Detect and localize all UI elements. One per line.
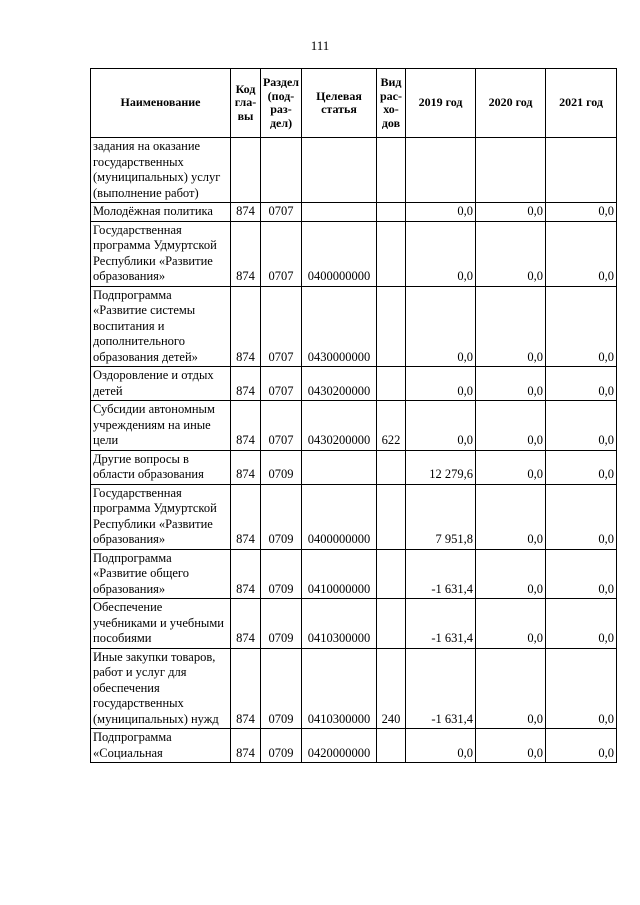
header-target: Целевая статья [302, 69, 377, 138]
cell-code: 874 [231, 286, 261, 367]
cell-code [231, 138, 261, 203]
cell-target: 0430200000 [302, 401, 377, 451]
cell-2020: 0,0 [476, 401, 546, 451]
cell-2019: 0,0 [406, 203, 476, 222]
cell-type [377, 450, 406, 484]
cell-2020: 0,0 [476, 450, 546, 484]
cell-2021: 0,0 [546, 729, 617, 763]
cell-section: 0709 [261, 599, 302, 649]
cell-section: 0709 [261, 648, 302, 729]
cell-name: Государственная программа Удмуртской Республики «Развитие образования» [91, 484, 231, 549]
cell-type [377, 203, 406, 222]
table-row [91, 484, 617, 549]
cell-type [377, 549, 406, 599]
cell-name: Молодёжная политика [91, 203, 231, 222]
cell-type [377, 367, 406, 401]
cell-2021: 0,0 [546, 203, 617, 222]
cell-target: 0410300000 [302, 599, 377, 649]
cell-type [377, 138, 406, 203]
cell-name: Иные закупки товаров, работ и услуг для обеспечения государственных (муниципальных) нужд [91, 648, 231, 729]
table-row [91, 450, 617, 484]
cell-code: 874 [231, 401, 261, 451]
cell-2021: 0,0 [546, 401, 617, 451]
cell-2019: 7 951,8 [406, 484, 476, 549]
cell-target [302, 203, 377, 222]
cell-name: Подпрограмма «Развитие общего образования» [91, 549, 231, 599]
cell-name: Другие вопросы в области образования [91, 450, 231, 484]
cell-2019: -1 631,4 [406, 648, 476, 729]
cell-2020 [476, 138, 546, 203]
budget-table [90, 68, 617, 763]
header-name: Наименование [91, 69, 231, 138]
cell-2020: 0,0 [476, 286, 546, 367]
cell-code: 874 [231, 367, 261, 401]
cell-section: 0707 [261, 221, 302, 286]
cell-2019: 0,0 [406, 221, 476, 286]
cell-2020: 0,0 [476, 729, 546, 763]
cell-type [377, 484, 406, 549]
cell-target: 0400000000 [302, 221, 377, 286]
cell-type [377, 221, 406, 286]
cell-name: Подпрограмма «Развитие системы воспитания и дополнительного образования детей» [91, 286, 231, 367]
table-row [91, 599, 617, 649]
cell-section: 0707 [261, 367, 302, 401]
cell-2021: 0,0 [546, 286, 617, 367]
cell-2020: 0,0 [476, 484, 546, 549]
cell-2021: 0,0 [546, 549, 617, 599]
cell-target [302, 450, 377, 484]
cell-code: 874 [231, 484, 261, 549]
header-2020: 2020 год [476, 69, 546, 138]
cell-target [302, 138, 377, 203]
cell-2020: 0,0 [476, 367, 546, 401]
cell-name: Субсидии автономным учреждениям на иные цели [91, 401, 231, 451]
cell-target: 0420000000 [302, 729, 377, 763]
cell-code: 874 [231, 648, 261, 729]
cell-2021: 0,0 [546, 648, 617, 729]
table-row [91, 549, 617, 599]
cell-name: Государственная программа Удмуртской Республики «Развитие образования» [91, 221, 231, 286]
cell-2021: 0,0 [546, 221, 617, 286]
table-row [91, 138, 617, 203]
cell-2020: 0,0 [476, 549, 546, 599]
cell-2019 [406, 138, 476, 203]
table-row [91, 401, 617, 451]
cell-2019: 0,0 [406, 401, 476, 451]
cell-2021: 0,0 [546, 599, 617, 649]
cell-code: 874 [231, 203, 261, 222]
cell-name: Оздоровление и отдых детей [91, 367, 231, 401]
cell-code: 874 [231, 450, 261, 484]
cell-section: 0707 [261, 203, 302, 222]
table-row [91, 367, 617, 401]
table-row [91, 203, 617, 222]
cell-2021: 0,0 [546, 484, 617, 549]
header-section: Раздел (под-раз-дел) [261, 69, 302, 138]
cell-section: 0709 [261, 729, 302, 763]
cell-2020: 0,0 [476, 648, 546, 729]
cell-2019: 0,0 [406, 367, 476, 401]
table-row [91, 648, 617, 729]
cell-section: 0709 [261, 549, 302, 599]
cell-code: 874 [231, 221, 261, 286]
cell-type: 622 [377, 401, 406, 451]
cell-code: 874 [231, 729, 261, 763]
cell-2021: 0,0 [546, 450, 617, 484]
cell-2020: 0,0 [476, 203, 546, 222]
cell-section: 0709 [261, 484, 302, 549]
cell-type [377, 286, 406, 367]
header-2019: 2019 год [406, 69, 476, 138]
cell-type [377, 729, 406, 763]
cell-2019: -1 631,4 [406, 549, 476, 599]
cell-2021: 0,0 [546, 367, 617, 401]
cell-section [261, 138, 302, 203]
table-row [91, 286, 617, 367]
header-type: Вид рас-хо-дов [377, 69, 406, 138]
cell-target: 0410000000 [302, 549, 377, 599]
cell-section: 0709 [261, 450, 302, 484]
cell-name: Подпрограмма «Социальная [91, 729, 231, 763]
cell-2020: 0,0 [476, 599, 546, 649]
cell-2019: 0,0 [406, 286, 476, 367]
cell-type [377, 599, 406, 649]
page-number: 111 [310, 38, 330, 53]
cell-target: 0400000000 [302, 484, 377, 549]
cell-2019: 0,0 [406, 729, 476, 763]
header-2021: 2021 год [546, 69, 617, 138]
cell-2020: 0,0 [476, 221, 546, 286]
table-row [91, 221, 617, 286]
cell-2019: 12 279,6 [406, 450, 476, 484]
cell-code: 874 [231, 599, 261, 649]
cell-2019: -1 631,4 [406, 599, 476, 649]
cell-target: 0430000000 [302, 286, 377, 367]
header-code: Код гла-вы [231, 69, 261, 138]
cell-target: 0430200000 [302, 367, 377, 401]
cell-section: 0707 [261, 401, 302, 451]
cell-2021 [546, 138, 617, 203]
cell-type: 240 [377, 648, 406, 729]
table-header-row [91, 69, 617, 138]
cell-section: 0707 [261, 286, 302, 367]
cell-name: задания на оказание государственных (муниципальных) услуг (выполнение работ) [91, 138, 231, 203]
cell-target: 0410300000 [302, 648, 377, 729]
cell-code: 874 [231, 549, 261, 599]
table-row [91, 729, 617, 763]
cell-name: Обеспечение учебниками и учебными пособиями [91, 599, 231, 649]
